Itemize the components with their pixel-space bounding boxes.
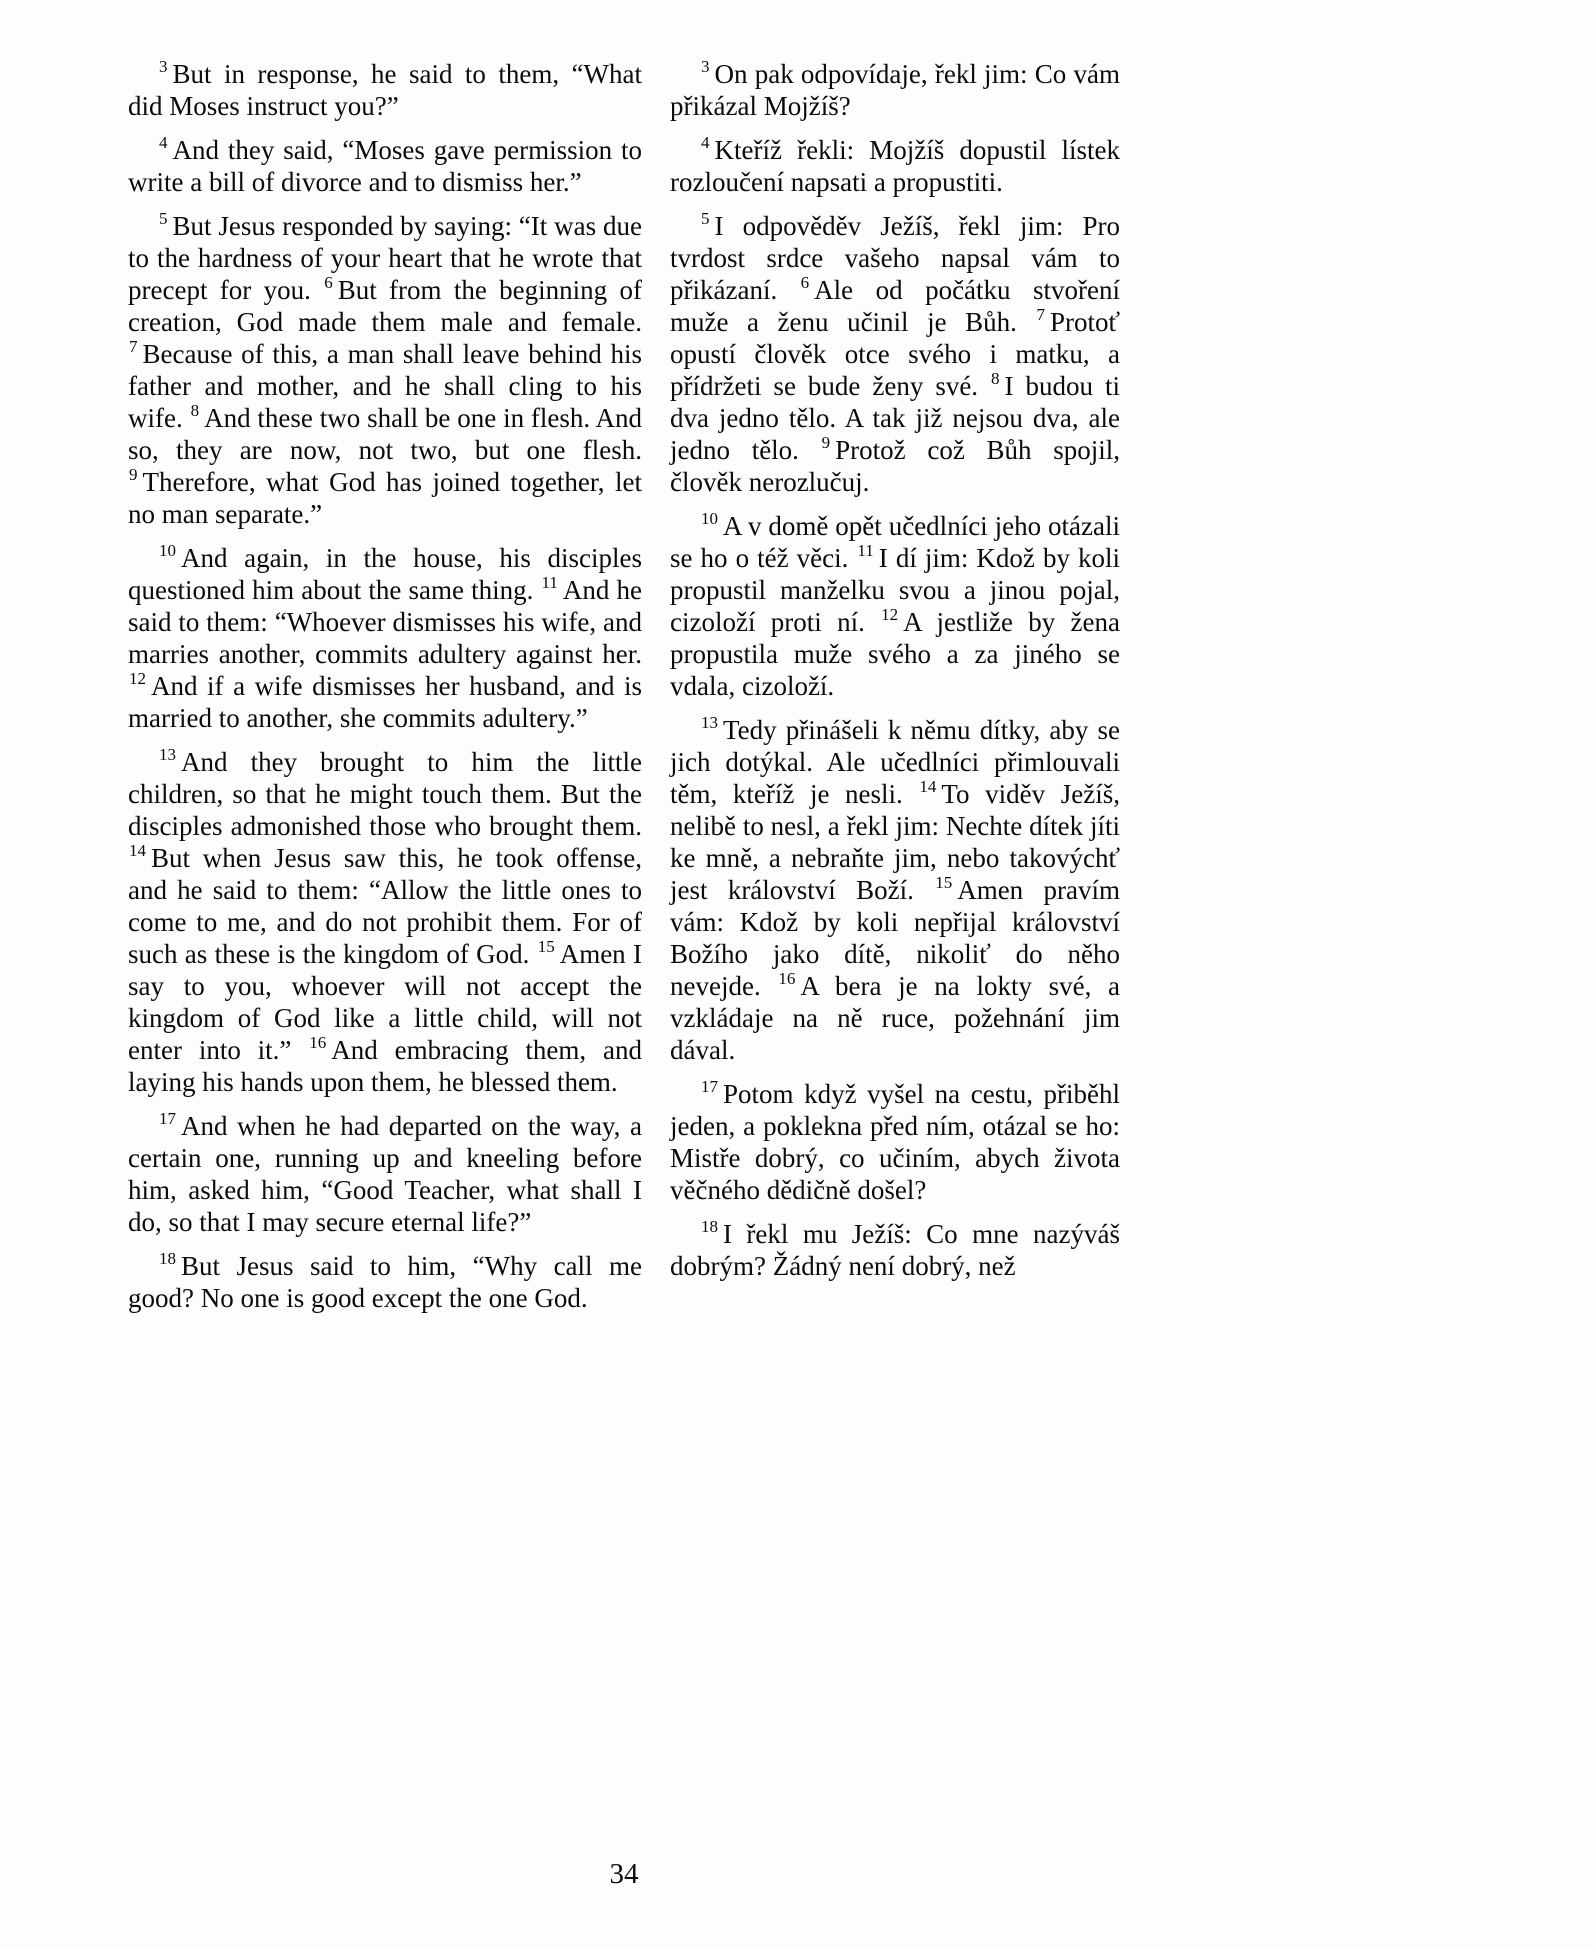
verse-paragraph	[128, 746, 642, 1098]
verse-text: I řekl mu Ježíš: Co mne nazýváš dobrým? Žádný není dobrý, než	[670, 1219, 1120, 1281]
verse-text: Protoť opustí člověk otce svého i matku, a přídržeti se bude ženy své.	[670, 307, 1120, 401]
verse-text: I dí jim: Kdož by koli propustil manželku svou a jinou pojal, cizoloží proti ní.	[670, 543, 1120, 637]
verse-number: 11	[857, 541, 874, 560]
verse-text: And embracing them, and laying his hands upon them, he blessed them.	[128, 1035, 642, 1097]
verse-paragraph	[670, 210, 1120, 498]
verse-text: But in response, he said to them, “What did Moses instruct you?”	[128, 59, 642, 121]
verse-paragraph	[670, 134, 1120, 198]
verse-paragraph	[128, 1110, 642, 1238]
verse-number: 17	[701, 1077, 718, 1096]
verse-text: A bera je na lokty své, a vzkládaje na ně ruce, požehnání jim dával.	[670, 971, 1121, 1065]
verse-text: And again, in the house, his disciples questioned him about the same thing.	[128, 543, 642, 605]
verse-number: 3	[159, 57, 168, 76]
verse-paragraph	[670, 714, 1120, 1066]
verse-number: 13	[701, 713, 718, 732]
verse-paragraph	[128, 58, 642, 122]
verse-text: Therefore, what God has joined together, let no man separate.”	[128, 467, 642, 529]
page-body	[128, 58, 1120, 1326]
verse-text: Amen I say to you, whoever will not accept the kingdom of God like a little child, will not enter into it.”	[128, 939, 642, 1065]
verse-number: 3	[701, 57, 710, 76]
verse-text: And these two shall be one in flesh. And so, they are now, not two, but one flesh.	[128, 403, 642, 465]
verse-number: 14	[129, 841, 146, 860]
verse-number: 9	[129, 465, 138, 484]
verse-number: 18	[701, 1217, 718, 1236]
verse-text: But from the beginning of creation, God made them male and female.	[128, 275, 642, 337]
verse-number: 16	[778, 969, 796, 988]
verse-paragraph	[128, 134, 642, 198]
verse-number: 6	[324, 273, 333, 292]
verse-text: But Jesus said to him, “Why call me good? No one is good except the one God.	[128, 1251, 642, 1313]
verse-number: 7	[129, 337, 138, 356]
two-column-layout	[128, 58, 1120, 1326]
verse-text: But when Jesus saw this, he took offense, and he said to them: “Allow the little ones to come to me, and do not prohibit them. For of such as these is the kingdom of God.	[128, 843, 642, 969]
verse-paragraph	[128, 1250, 642, 1314]
verse-paragraph	[128, 210, 642, 530]
verse-text: Because of this, a man shall leave behind his father and mother, and he shall cling to his wife.	[128, 339, 642, 433]
verse-number: 10	[159, 541, 176, 560]
verse-number: 4	[159, 133, 168, 152]
verse-number: 6	[800, 273, 810, 292]
verse-text: A jestliže by žena propustila muže svého a za jiného se vdala, cizoloží.	[670, 607, 1120, 701]
verse-text: A v domě opět učedlníci jeho otázali se ho o též věci.	[670, 511, 1120, 573]
verse-number: 11	[541, 573, 558, 592]
verse-text: And if a wife dismisses her husband, and is married to another, she commits adultery.”	[128, 671, 642, 733]
page-number: 34	[609, 1858, 639, 1890]
verse-number: 7	[1036, 305, 1045, 324]
verse-number: 8	[991, 369, 1000, 388]
verse-text: Tedy přinášeli k němu dítky, aby se jich dotýkal. Ale učedlníci přimlouvali těm, kteříž je nesli.	[670, 715, 1120, 809]
verse-number: 15	[537, 937, 555, 956]
verse-number: 4	[701, 133, 710, 152]
verse-text: To viděv Ježíš, nelibě to nesl, a řekl jim: Nechte dítek jíti ke mně, a nebraňte jim, nebo takovýchť jest království Boží.	[670, 779, 1120, 905]
verse-text: And he said to them: “Whoever dismisses his wife, and marries another, commits adultery against her.	[128, 575, 642, 669]
verse-text: But Jesus responded by saying: “It was due to the hardness of your heart that he wrote that precept for you.	[128, 211, 642, 305]
verse-paragraph	[670, 1218, 1120, 1282]
verse-text: On pak odpovídaje, řekl jim: Co vám přikázal Mojžíš?	[670, 59, 1120, 121]
verse-paragraph	[670, 1078, 1120, 1206]
verse-number: 18	[159, 1249, 176, 1268]
verse-text: And they said, “Moses gave permission to write a bill of divorce and to dismiss her.”	[128, 135, 642, 197]
verse-text: I odpověděv Ježíš, řekl jim: Pro tvrdost srdce vašeho napsal vám to přikázaní.	[670, 211, 1120, 305]
verse-text: Potom když vyšel na cestu, přiběhl jeden, a poklekna před ním, otázal se ho: Mistře dobrý, co učiním, abych života věčného dědičně došel?	[670, 1079, 1120, 1205]
verse-number: 9	[821, 433, 831, 452]
verse-number: 15	[935, 873, 953, 892]
verse-number: 12	[129, 669, 146, 688]
column-left-english	[128, 58, 642, 1326]
verse-number: 13	[159, 745, 176, 764]
verse-text: And when he had departed on the way, a certain one, running up and kneeling before him, asked him, “Good Teacher, what shall I do, so that I may secure eternal life?”	[128, 1111, 642, 1237]
verse-number: 17	[159, 1109, 176, 1128]
verse-number: 5	[701, 209, 710, 228]
verse-number: 5	[159, 209, 168, 228]
column-right-czech	[670, 58, 1120, 1294]
verse-number: 8	[190, 401, 200, 420]
verse-paragraph	[670, 58, 1120, 122]
verse-paragraph	[670, 510, 1120, 702]
verse-text: Protož což Bůh spojil, člověk nerozlučuj.	[670, 435, 1120, 497]
verse-number: 12	[881, 605, 899, 624]
verse-text: Kteříž řekli: Mojžíš dopustil lístek rozloučení napsati a propustiti.	[670, 135, 1120, 197]
verse-text: Ale od počátku stvoření muže a ženu učinil je Bůh.	[670, 275, 1120, 337]
verse-text: Amen pravím vám: Kdož by koli nepřijal království Božího jako dítě, nikoliť do něho nevejde.	[670, 875, 1120, 1001]
verse-text: I budou ti dva jedno tělo. A tak již nejsou dva, ale jedno tělo.	[670, 371, 1121, 465]
verse-number: 14	[919, 777, 937, 796]
verse-text: And they brought to him the little children, so that he might touch them. But the disciples admonished those who brought them.	[128, 747, 642, 841]
verse-number: 16	[309, 1033, 327, 1052]
verse-paragraph	[128, 542, 642, 734]
verse-number: 10	[701, 509, 718, 528]
